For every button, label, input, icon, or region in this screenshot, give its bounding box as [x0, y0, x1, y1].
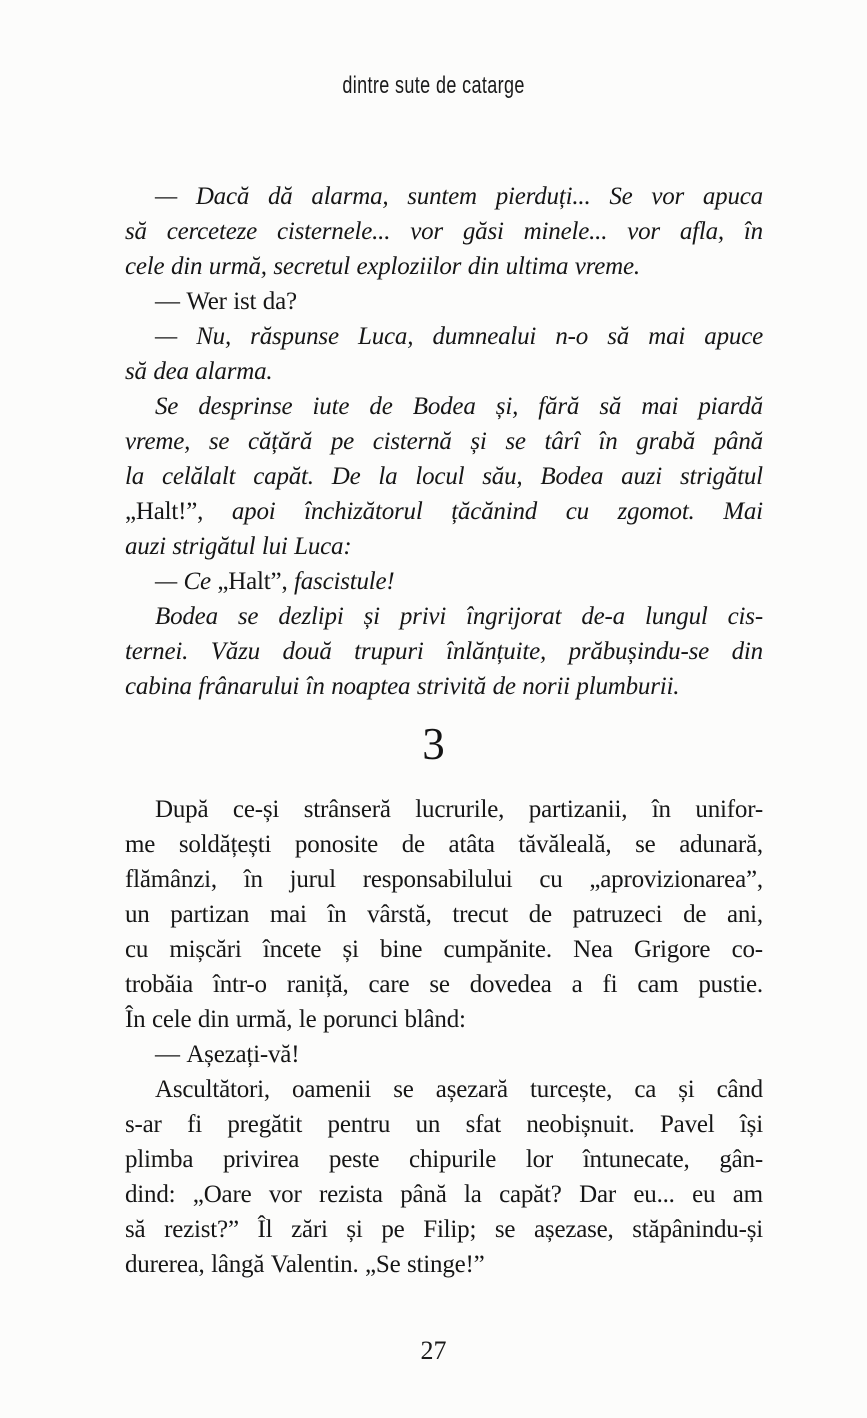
word: bine	[380, 936, 423, 963]
word: ternei.	[125, 638, 189, 665]
word: mai	[648, 323, 686, 350]
word: responsabilului	[362, 866, 513, 893]
word: am	[732, 1181, 763, 1208]
word: ani,	[726, 901, 763, 928]
word: pregătit	[227, 1111, 303, 1138]
word: turcește,	[530, 1076, 613, 1103]
word: un	[415, 1111, 441, 1138]
word: partizanii,	[528, 796, 628, 823]
word: la	[125, 463, 145, 490]
word: Nu,	[196, 323, 232, 350]
word: ce-și	[232, 796, 280, 823]
word: dovedea	[469, 971, 552, 998]
word: eu...	[633, 1181, 675, 1208]
word: închizătorul	[304, 498, 423, 525]
word: dezlipi	[278, 603, 344, 630]
word: jurul	[289, 866, 336, 893]
word: vor	[268, 1181, 302, 1208]
word: și,	[495, 393, 519, 420]
word: exploziilor	[356, 253, 462, 280]
text-line	[125, 494, 763, 529]
word: Se	[609, 183, 633, 210]
word: „Halt”,	[217, 568, 288, 595]
word: „Se	[365, 1251, 401, 1278]
word: cele	[125, 253, 165, 280]
word: privirea	[223, 1146, 300, 1173]
word: Dar	[579, 1181, 616, 1208]
word: me	[125, 831, 156, 858]
word: patruzeci	[572, 901, 663, 928]
word: așezară	[435, 1076, 508, 1103]
word: Pavel	[659, 1111, 715, 1138]
word: co-	[731, 936, 763, 963]
word: până	[713, 428, 763, 455]
word: —	[155, 1041, 180, 1068]
word: se	[494, 1216, 516, 1243]
word: ca	[634, 1076, 657, 1103]
word: minele...	[523, 218, 608, 245]
word: când	[716, 1076, 763, 1103]
word: „Oare	[192, 1181, 252, 1208]
word: cis-	[727, 603, 763, 630]
word: trecut	[452, 901, 509, 928]
word: prăbușindu-se	[568, 638, 710, 665]
word: în	[743, 218, 763, 245]
word: apuce	[704, 323, 763, 350]
word: eu	[692, 1181, 716, 1208]
word: cățără	[248, 428, 313, 455]
text-line	[125, 214, 763, 249]
word: Wer	[186, 288, 227, 315]
word: răspunse	[250, 323, 339, 350]
word: suntem	[407, 183, 477, 210]
word: cele	[151, 1006, 192, 1033]
text-line	[125, 669, 763, 704]
word: până	[400, 1181, 447, 1208]
word: vreme,	[125, 428, 191, 455]
text-line	[125, 564, 763, 599]
word: așezase,	[534, 1216, 614, 1243]
word: zări	[291, 1216, 328, 1243]
word: gân-	[719, 1146, 763, 1173]
word: secretul	[273, 253, 350, 280]
word: Văzu	[210, 638, 260, 665]
chapter-number: 3	[422, 719, 445, 769]
word: un	[125, 901, 150, 928]
page-number: 27	[420, 1336, 447, 1365]
word: porunci	[323, 1006, 398, 1033]
word: să	[125, 1216, 146, 1243]
word: își	[739, 1111, 763, 1138]
word: pe	[381, 1216, 405, 1243]
word: vor	[410, 218, 443, 245]
word: lângă	[211, 1251, 265, 1278]
text-line	[125, 424, 763, 459]
word: și	[678, 1076, 695, 1103]
word: Grigore	[633, 936, 711, 963]
word: partizan	[170, 901, 250, 928]
word: lor	[525, 1146, 554, 1173]
text-line	[125, 1107, 763, 1142]
word: cumpănite.	[443, 936, 552, 963]
word: s-ar	[125, 1111, 162, 1138]
word: cerceteze	[166, 218, 258, 245]
word: apoi	[231, 498, 276, 525]
word: privi	[399, 603, 447, 630]
word: cu	[565, 498, 589, 525]
word: cu	[125, 936, 149, 963]
word: cam	[637, 971, 679, 998]
word: din	[197, 1006, 230, 1033]
word: mai	[269, 901, 307, 928]
word: vreme.	[574, 253, 640, 280]
word: găsi	[462, 218, 504, 245]
word: norii	[522, 673, 570, 700]
text-block-before-chapter	[125, 179, 763, 704]
word: de-a	[581, 603, 625, 630]
word: rezista	[318, 1181, 383, 1208]
word: fascistule!	[294, 568, 395, 595]
word: trobăia	[125, 971, 194, 998]
running-header	[0, 72, 867, 100]
text-line	[125, 932, 763, 967]
word: frânarului	[198, 673, 300, 700]
text-line	[125, 284, 763, 319]
text-line	[125, 967, 763, 1002]
word: peste	[328, 1146, 380, 1173]
word: Îl	[257, 1216, 273, 1243]
word: neobișnuit.	[526, 1111, 635, 1138]
word: Se	[155, 393, 179, 420]
word: tăvăleală,	[518, 831, 612, 858]
word: lungul	[644, 603, 708, 630]
word: După	[155, 796, 209, 823]
word: raniță,	[286, 971, 349, 998]
word: strivită	[416, 673, 487, 700]
word: durerea,	[125, 1251, 205, 1278]
word: cu	[539, 866, 563, 893]
word: Luca:	[294, 533, 352, 560]
text-line	[125, 179, 763, 214]
word: care	[368, 971, 410, 998]
word: dă	[267, 183, 293, 210]
word: la	[378, 463, 398, 490]
word: înlănțuite,	[446, 638, 547, 665]
word: oamenii	[292, 1076, 372, 1103]
word: și	[346, 1216, 363, 1243]
word: ultima	[505, 253, 569, 280]
word: plimba	[125, 1146, 194, 1173]
text-line	[125, 249, 763, 284]
word: apuca	[702, 183, 763, 210]
word: celălalt	[161, 463, 236, 490]
text-line	[125, 827, 763, 862]
word: în	[305, 673, 325, 700]
word: soldățești	[178, 831, 272, 858]
word: fi	[187, 1111, 202, 1138]
text-line	[125, 459, 763, 494]
word: alarma,	[311, 183, 389, 210]
word: ist	[233, 288, 257, 315]
word: plumburii.	[576, 673, 680, 700]
word: în	[598, 428, 618, 455]
word: lui	[261, 533, 288, 560]
word: De	[331, 463, 361, 490]
word: Bodea	[412, 393, 476, 420]
word: în	[327, 901, 347, 928]
word: se	[237, 603, 259, 630]
text-line	[125, 529, 763, 564]
word: „aprovizionarea”,	[589, 866, 763, 893]
word: cabina	[125, 673, 192, 700]
word: în	[243, 866, 263, 893]
word: Bodea	[540, 463, 604, 490]
word: stăpânindu-și	[632, 1216, 763, 1243]
word: ponosite	[294, 831, 379, 858]
text-line	[125, 792, 763, 827]
word: târî	[544, 428, 580, 455]
word: piardă	[698, 393, 763, 420]
word: din	[170, 253, 203, 280]
word: chipurile	[409, 1146, 497, 1173]
word: —	[155, 568, 178, 595]
text-line	[125, 1037, 763, 1072]
text-line	[125, 354, 763, 389]
word: fi	[602, 971, 618, 998]
word: să	[607, 323, 630, 350]
word: se	[505, 428, 526, 455]
word: trupuri	[354, 638, 424, 665]
word: pierduți...	[495, 183, 591, 210]
word: fără	[538, 393, 580, 420]
word: să	[125, 358, 147, 385]
word: capăt?	[499, 1181, 562, 1208]
word: —	[155, 323, 178, 350]
word: alarma.	[195, 358, 273, 385]
word: da?	[262, 288, 297, 315]
word: în	[651, 796, 671, 823]
word: Dacă	[195, 183, 250, 210]
word: noaptea	[331, 673, 411, 700]
word: se	[635, 831, 656, 858]
word: Luca,	[358, 323, 414, 350]
word: la	[464, 1181, 482, 1208]
word: În	[125, 1006, 146, 1033]
text-line	[125, 634, 763, 669]
word: cisternă	[372, 428, 452, 455]
word: său,	[482, 463, 523, 490]
word: Valentin.	[270, 1251, 359, 1278]
text-line	[125, 1002, 763, 1037]
word: într-o	[212, 971, 267, 998]
word: din	[731, 638, 763, 665]
word: vârstă,	[367, 901, 432, 928]
word: Bodea	[155, 603, 218, 630]
word: de	[369, 393, 393, 420]
word: vor	[651, 183, 685, 210]
word: desprinse	[198, 393, 293, 420]
word: Mai	[723, 498, 763, 525]
word: și	[342, 936, 359, 963]
word: „Halt!”,	[125, 498, 204, 525]
running-header-title: dintre sute de catarge	[342, 72, 525, 99]
word: —	[155, 183, 178, 210]
word: de	[528, 901, 552, 928]
word: întunecate,	[582, 1146, 690, 1173]
word: urmă,	[235, 1006, 293, 1033]
word: Filip;	[423, 1216, 477, 1243]
word: lucrurile,	[415, 796, 505, 823]
word: —	[155, 288, 180, 315]
word: se	[208, 428, 230, 455]
text-block-after-chapter	[125, 792, 763, 1282]
word: strigătul	[172, 533, 256, 560]
word: încete	[262, 936, 322, 963]
word: flămânzi,	[125, 866, 217, 893]
text-line	[125, 1247, 763, 1282]
word: vor	[627, 218, 660, 245]
word: a	[571, 971, 583, 998]
word: capăt.	[253, 463, 314, 490]
word: de	[401, 831, 425, 858]
word: zgomot.	[617, 498, 695, 525]
text-line	[125, 862, 763, 897]
text-line	[125, 897, 763, 932]
text-line	[125, 1072, 763, 1107]
word: pustie.	[698, 971, 763, 998]
word: țăcănind	[451, 498, 538, 525]
word: Ce	[183, 568, 211, 595]
word: adunară,	[679, 831, 763, 858]
word: Nea	[573, 936, 613, 963]
word: și	[470, 428, 487, 455]
word: afla,	[679, 218, 724, 245]
word: se	[393, 1076, 414, 1103]
word: auzi	[621, 463, 663, 490]
word: de	[683, 901, 707, 928]
word: și	[363, 603, 380, 630]
word: strânseră	[303, 796, 391, 823]
word: sfat	[465, 1111, 501, 1138]
text-line	[125, 319, 763, 354]
word: atâta	[448, 831, 495, 858]
word: stinge!”	[407, 1251, 485, 1278]
word: mai	[641, 393, 679, 420]
word: grabă	[636, 428, 696, 455]
word: de	[492, 673, 516, 700]
word: două	[282, 638, 332, 665]
text-line	[125, 1142, 763, 1177]
word: le	[298, 1006, 317, 1033]
word: locul	[415, 463, 465, 490]
word: dea	[153, 358, 189, 385]
word: mișcări	[169, 936, 242, 963]
word: dind:	[125, 1181, 176, 1208]
text-line	[125, 1177, 763, 1212]
word: unifor-	[695, 796, 763, 823]
word: cisternele...	[276, 218, 391, 245]
text-line	[125, 389, 763, 424]
word: pentru	[327, 1111, 391, 1138]
word: rezist?”	[164, 1216, 239, 1243]
word: îngrijorat	[466, 603, 562, 630]
word: blând:	[404, 1006, 466, 1033]
word: pe	[330, 428, 355, 455]
word: auzi	[125, 533, 166, 560]
text-line	[125, 599, 763, 634]
word: Așezați-vă!	[186, 1041, 300, 1068]
word: iute	[312, 393, 350, 420]
word: dumnealui	[432, 323, 537, 350]
word: din	[467, 253, 500, 280]
word: să	[599, 393, 622, 420]
word: se	[429, 971, 450, 998]
word: Ascultători,	[155, 1076, 270, 1103]
word: urmă,	[208, 253, 267, 280]
word: să	[125, 218, 147, 245]
text-line	[125, 1212, 763, 1247]
word: strigătul	[679, 463, 763, 490]
word: n-o	[555, 323, 589, 350]
